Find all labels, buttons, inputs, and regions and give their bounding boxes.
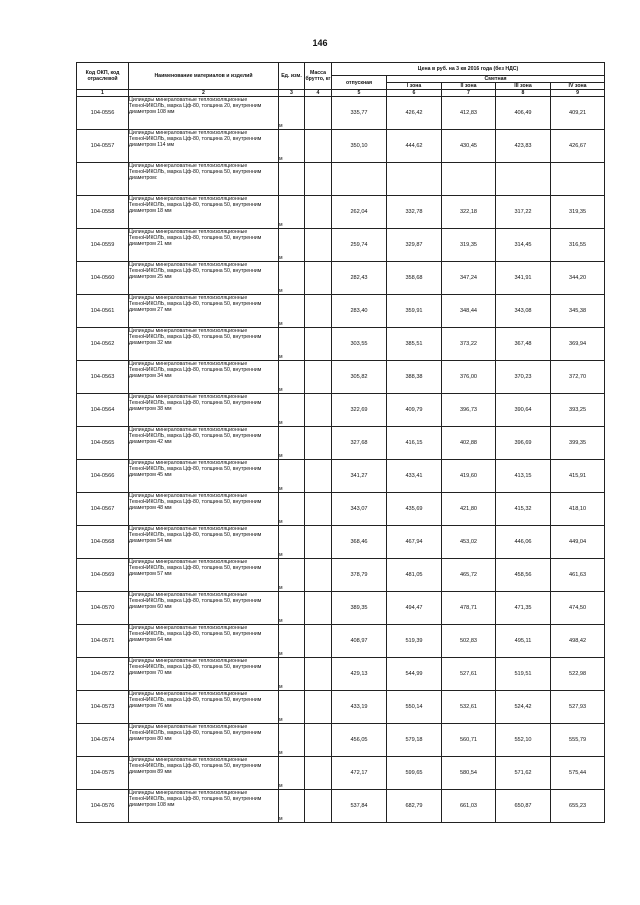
row-name: Цилиндры минераловатные теплоизоляционные ТехноНИКОЛЬ, марка Цф-80, толщина 20, внутренним диаметром 108 мм (129, 97, 279, 130)
row-code: 104-0558 (77, 196, 129, 229)
row-zone-4-price: 426,67 (551, 130, 605, 163)
row-zone-1-price: 494,47 (387, 592, 442, 625)
row-name: Цилиндры минераловатные теплоизоляционные ТехноНИКОЛЬ, марка Цф-80, толщина 50, внутренним диаметром 48 мм (129, 493, 279, 526)
row-mass (305, 427, 332, 460)
row-release-price: 429,13 (332, 658, 387, 691)
row-release-price: 350,10 (332, 130, 387, 163)
header-zone-2: II зона (442, 83, 496, 90)
row-code: 104-0559 (77, 229, 129, 262)
row-zone-1-price: 444,62 (387, 130, 442, 163)
column-number: 4 (305, 90, 332, 97)
row-zone-1-price: 467,94 (387, 526, 442, 559)
row-unit: м (279, 724, 305, 757)
row-name: Цилиндры минераловатные теплоизоляционные ТехноНИКОЛЬ, марка Цф-80, толщина 50, внутренним диаметром 27 мм (129, 295, 279, 328)
table-row (77, 262, 605, 295)
table-row (77, 394, 605, 427)
row-zone-1-price: 579,18 (387, 724, 442, 757)
row-name: Цилиндры минераловатные теплоизоляционные ТехноНИКОЛЬ, марка Цф-80, толщина 50, внутренним диаметром 32 мм (129, 328, 279, 361)
row-zone-2-price: 376,00 (442, 361, 496, 394)
row-mass (305, 361, 332, 394)
table-row (77, 757, 605, 790)
row-name: Цилиндры минераловатные теплоизоляционные ТехноНИКОЛЬ, марка Цф-80, толщина 50, внутренним диаметром 108 мм (129, 790, 279, 823)
row-zone-2-price: 465,72 (442, 559, 496, 592)
row-unit: м (279, 295, 305, 328)
row-unit: м (279, 592, 305, 625)
row-zone-4-price: 393,25 (551, 394, 605, 427)
row-zone-1-price: 332,78 (387, 196, 442, 229)
column-number: 3 (279, 90, 305, 97)
header-unit: Ед. изм. (279, 63, 305, 90)
table-row (77, 130, 605, 163)
row-unit: м (279, 460, 305, 493)
row-code: 104-0571 (77, 625, 129, 658)
row-name: Цилиндры минераловатные теплоизоляционные ТехноНИКОЛЬ, марка Цф-80, толщина 50, внутренним диаметром 54 мм (129, 526, 279, 559)
row-unit: м (279, 493, 305, 526)
row-mass (305, 526, 332, 559)
row-zone-2-price: 322,18 (442, 196, 496, 229)
row-release-price: 378,79 (332, 559, 387, 592)
row-mass (305, 658, 332, 691)
row-name: Цилиндры минераловатные теплоизоляционные ТехноНИКОЛЬ, марка Цф-80, толщина 50, внутренним диаметром 70 мм (129, 658, 279, 691)
page-number: 146 (312, 38, 328, 48)
row-name: Цилиндры минераловатные теплоизоляционные ТехноНИКОЛЬ, марка Цф-80, толщина 50, внутренним диаметром 76 мм (129, 691, 279, 724)
row-mass (305, 460, 332, 493)
row-zone-1-price: 544,99 (387, 658, 442, 691)
table-row (77, 196, 605, 229)
row-zone-1-price: 433,41 (387, 460, 442, 493)
row-mass (305, 328, 332, 361)
row-release-price: 343,07 (332, 493, 387, 526)
row-mass (305, 559, 332, 592)
row-zone-1-price: 409,79 (387, 394, 442, 427)
row-code: 104-0563 (77, 361, 129, 394)
row-zone-4-price: 449,04 (551, 526, 605, 559)
row-name: Цилиндры минераловатные теплоизоляционные ТехноНИКОЛЬ, марка Цф-80, толщина 50, внутренним диаметром 21 мм (129, 229, 279, 262)
row-zone-2-price: 580,54 (442, 757, 496, 790)
row-name: Цилиндры минераловатные теплоизоляционные ТехноНИКОЛЬ, марка Цф-80, толщина 50, внутренним диаметром 57 мм (129, 559, 279, 592)
row-mass (305, 196, 332, 229)
table-row (77, 658, 605, 691)
row-zone-2-price: 402,88 (442, 427, 496, 460)
row-release-price: 433,19 (332, 691, 387, 724)
row-unit: м (279, 229, 305, 262)
row-mass (305, 229, 332, 262)
row-name: Цилиндры минераловатные теплоизоляционные ТехноНИКОЛЬ, марка Цф-80, толщина 20, внутренним диаметром 114 мм (129, 130, 279, 163)
header-zone-1: I зона (387, 83, 442, 90)
row-zone-3-price: 446,06 (496, 526, 551, 559)
row-zone-4-price: 527,93 (551, 691, 605, 724)
row-release-price: 456,05 (332, 724, 387, 757)
row-release-price: 327,68 (332, 427, 387, 460)
row-zone-4-price: 372,70 (551, 361, 605, 394)
row-code (77, 163, 129, 196)
row-release-price: 262,04 (332, 196, 387, 229)
row-zone-1-price: 550,14 (387, 691, 442, 724)
row-mass (305, 262, 332, 295)
column-number: 2 (129, 90, 279, 97)
column-number: 6 (387, 90, 442, 97)
row-zone-3-price: 314,45 (496, 229, 551, 262)
row-zone-1-price: 416,15 (387, 427, 442, 460)
row-zone-4-price: 399,35 (551, 427, 605, 460)
row-zone-2-price (442, 163, 496, 196)
row-zone-2-price: 453,02 (442, 526, 496, 559)
row-name: Цилиндры минераловатные теплоизоляционные ТехноНИКОЛЬ, марка Цф-80, толщина 50, внутренним диаметром 18 мм (129, 196, 279, 229)
row-unit: м (279, 196, 305, 229)
row-zone-3-price: 495,11 (496, 625, 551, 658)
row-release-price: 282,43 (332, 262, 387, 295)
row-unit: м (279, 790, 305, 823)
table-row (77, 790, 605, 823)
row-unit: м (279, 130, 305, 163)
row-unit: м (279, 691, 305, 724)
row-mass (305, 97, 332, 130)
row-zone-2-price: 347,24 (442, 262, 496, 295)
row-zone-1-price: 435,69 (387, 493, 442, 526)
price-table (76, 62, 605, 823)
row-release-price: 368,46 (332, 526, 387, 559)
row-code: 104-0572 (77, 658, 129, 691)
row-unit: м (279, 526, 305, 559)
row-code: 104-0565 (77, 427, 129, 460)
row-zone-2-price: 421,80 (442, 493, 496, 526)
row-zone-1-price: 481,05 (387, 559, 442, 592)
row-zone-1-price: 329,87 (387, 229, 442, 262)
row-code: 104-0575 (77, 757, 129, 790)
row-zone-3-price: 390,64 (496, 394, 551, 427)
row-zone-2-price: 502,83 (442, 625, 496, 658)
row-zone-4-price: 498,42 (551, 625, 605, 658)
row-code: 104-0557 (77, 130, 129, 163)
row-name: Цилиндры минераловатные теплоизоляционные ТехноНИКОЛЬ, марка Цф-80, толщина 50, внутренним диаметром 89 мм (129, 757, 279, 790)
row-zone-2-price: 532,61 (442, 691, 496, 724)
column-number: 1 (77, 90, 129, 97)
table-header (77, 63, 605, 97)
row-zone-4-price: 418,10 (551, 493, 605, 526)
table-row (77, 493, 605, 526)
row-name: Цилиндры минераловатные теплоизоляционные ТехноНИКОЛЬ, марка Цф-80, толщина 50, внутренним диаметром 64 мм (129, 625, 279, 658)
table-row (77, 691, 605, 724)
row-zone-3-price: 519,51 (496, 658, 551, 691)
table-row (77, 526, 605, 559)
row-zone-3-price: 423,83 (496, 130, 551, 163)
column-number: 5 (332, 90, 387, 97)
row-zone-3-price: 458,56 (496, 559, 551, 592)
header-estimate: Сметная (387, 76, 605, 83)
row-name: Цилиндры минераловатные теплоизоляционные ТехноНИКОЛЬ, марка Цф-80, толщина 50, внутренним диаметром 38 мм (129, 394, 279, 427)
row-mass (305, 691, 332, 724)
row-name: Цилиндры минераловатные теплоизоляционные ТехноНИКОЛЬ, марка Цф-80, толщина 50, внутренним диаметром: (129, 163, 279, 196)
row-zone-3-price: 413,15 (496, 460, 551, 493)
row-zone-3-price: 367,48 (496, 328, 551, 361)
table-row (77, 625, 605, 658)
row-zone-1-price: 385,51 (387, 328, 442, 361)
header-price-group: Цена в руб. на 3 кв 2016 года (без НДС) (332, 63, 605, 76)
row-code: 104-0570 (77, 592, 129, 625)
row-mass (305, 394, 332, 427)
table-row (77, 361, 605, 394)
row-zone-1-price (387, 163, 442, 196)
row-zone-1-price: 426,42 (387, 97, 442, 130)
row-zone-4-price: 575,44 (551, 757, 605, 790)
row-code: 104-0556 (77, 97, 129, 130)
row-release-price: 408,97 (332, 625, 387, 658)
row-zone-3-price: 571,62 (496, 757, 551, 790)
table-row (77, 295, 605, 328)
row-unit (279, 163, 305, 196)
column-numbers-row (77, 90, 605, 97)
column-number: 8 (496, 90, 551, 97)
column-number: 7 (442, 90, 496, 97)
row-unit: м (279, 658, 305, 691)
row-mass (305, 625, 332, 658)
row-code: 104-0567 (77, 493, 129, 526)
row-release-price: 472,17 (332, 757, 387, 790)
row-zone-2-price: 396,73 (442, 394, 496, 427)
row-code: 104-0568 (77, 526, 129, 559)
table-row (77, 97, 605, 130)
row-release-price: 341,27 (332, 460, 387, 493)
row-name: Цилиндры минераловатные теплоизоляционные ТехноНИКОЛЬ, марка Цф-80, толщина 50, внутренним диаметром 45 мм (129, 460, 279, 493)
row-name: Цилиндры минераловатные теплоизоляционные ТехноНИКОЛЬ, марка Цф-80, толщина 50, внутренним диаметром 80 мм (129, 724, 279, 757)
row-release-price (332, 163, 387, 196)
row-zone-3-price: 370,23 (496, 361, 551, 394)
row-unit: м (279, 361, 305, 394)
header-release: отпускная (332, 76, 387, 90)
table-row (77, 559, 605, 592)
row-zone-4-price: 344,20 (551, 262, 605, 295)
row-unit: м (279, 427, 305, 460)
row-code: 104-0564 (77, 394, 129, 427)
row-zone-1-price: 599,65 (387, 757, 442, 790)
table-row (77, 460, 605, 493)
row-release-price: 305,82 (332, 361, 387, 394)
row-zone-3-price: 524,42 (496, 691, 551, 724)
row-release-price: 303,55 (332, 328, 387, 361)
table-row (77, 592, 605, 625)
row-zone-4-price: 461,63 (551, 559, 605, 592)
header-code: Код ОКП, код отраслевой (77, 63, 129, 90)
row-mass (305, 724, 332, 757)
row-code: 104-0569 (77, 559, 129, 592)
row-zone-3-price (496, 163, 551, 196)
row-zone-4-price (551, 163, 605, 196)
row-zone-4-price: 369,94 (551, 328, 605, 361)
row-zone-4-price: 415,91 (551, 460, 605, 493)
row-zone-3-price: 650,87 (496, 790, 551, 823)
row-unit: м (279, 559, 305, 592)
row-mass (305, 163, 332, 196)
row-mass (305, 130, 332, 163)
row-unit: м (279, 262, 305, 295)
row-zone-2-price: 319,35 (442, 229, 496, 262)
row-release-price: 389,35 (332, 592, 387, 625)
column-number: 9 (551, 90, 605, 97)
row-zone-4-price: 555,79 (551, 724, 605, 757)
row-mass (305, 757, 332, 790)
row-zone-4-price: 409,21 (551, 97, 605, 130)
row-zone-2-price: 430,45 (442, 130, 496, 163)
row-release-price: 335,77 (332, 97, 387, 130)
row-name: Цилиндры минераловатные теплоизоляционные ТехноНИКОЛЬ, марка Цф-80, толщина 50, внутренним диаметром 60 мм (129, 592, 279, 625)
row-release-price: 537,84 (332, 790, 387, 823)
table-row (77, 427, 605, 460)
row-zone-1-price: 682,79 (387, 790, 442, 823)
row-code: 104-0562 (77, 328, 129, 361)
row-zone-2-price: 412,83 (442, 97, 496, 130)
row-zone-2-price: 348,44 (442, 295, 496, 328)
row-zone-1-price: 519,39 (387, 625, 442, 658)
header-zone-4: IV зона (551, 83, 605, 90)
row-zone-4-price: 474,50 (551, 592, 605, 625)
row-zone-3-price: 552,10 (496, 724, 551, 757)
row-zone-1-price: 359,91 (387, 295, 442, 328)
row-zone-3-price: 471,35 (496, 592, 551, 625)
row-zone-1-price: 388,38 (387, 361, 442, 394)
row-zone-2-price: 478,71 (442, 592, 496, 625)
row-zone-2-price: 527,61 (442, 658, 496, 691)
row-code: 104-0560 (77, 262, 129, 295)
row-zone-2-price: 560,71 (442, 724, 496, 757)
row-zone-4-price: 316,55 (551, 229, 605, 262)
row-zone-2-price: 661,03 (442, 790, 496, 823)
row-unit: м (279, 394, 305, 427)
row-unit: м (279, 625, 305, 658)
row-zone-4-price: 345,38 (551, 295, 605, 328)
header-name: Наименование материалов и изделий (129, 63, 279, 90)
row-code: 104-0576 (77, 790, 129, 823)
row-code: 104-0561 (77, 295, 129, 328)
row-zone-1-price: 358,68 (387, 262, 442, 295)
row-zone-4-price: 319,35 (551, 196, 605, 229)
row-zone-3-price: 343,08 (496, 295, 551, 328)
row-name: Цилиндры минераловатные теплоизоляционные ТехноНИКОЛЬ, марка Цф-80, толщина 50, внутренним диаметром 34 мм (129, 361, 279, 394)
row-mass (305, 592, 332, 625)
row-code: 104-0573 (77, 691, 129, 724)
row-unit: м (279, 328, 305, 361)
table-row (77, 724, 605, 757)
row-zone-4-price: 522,98 (551, 658, 605, 691)
row-mass (305, 493, 332, 526)
row-release-price: 259,74 (332, 229, 387, 262)
row-zone-3-price: 415,32 (496, 493, 551, 526)
row-unit: м (279, 97, 305, 130)
row-zone-2-price: 419,60 (442, 460, 496, 493)
row-name: Цилиндры минераловатные теплоизоляционные ТехноНИКОЛЬ, марка Цф-80, толщина 50, внутренним диаметром 25 мм (129, 262, 279, 295)
row-zone-3-price: 317,22 (496, 196, 551, 229)
row-release-price: 283,40 (332, 295, 387, 328)
row-zone-2-price: 373,22 (442, 328, 496, 361)
table-body (77, 97, 605, 823)
row-zone-3-price: 396,69 (496, 427, 551, 460)
row-zone-4-price: 655,23 (551, 790, 605, 823)
row-code: 104-0574 (77, 724, 129, 757)
table-row (77, 328, 605, 361)
header-zone-3: III зона (496, 83, 551, 90)
table-row (77, 229, 605, 262)
row-name: Цилиндры минераловатные теплоизоляционные ТехноНИКОЛЬ, марка Цф-80, толщина 50, внутренним диаметром 42 мм (129, 427, 279, 460)
row-mass (305, 295, 332, 328)
row-zone-3-price: 406,49 (496, 97, 551, 130)
row-code: 104-0566 (77, 460, 129, 493)
table-row (77, 163, 605, 196)
row-unit: м (279, 757, 305, 790)
row-mass (305, 790, 332, 823)
row-release-price: 322,69 (332, 394, 387, 427)
header-mass: Масса брутто, кг (305, 63, 332, 90)
row-zone-3-price: 341,91 (496, 262, 551, 295)
